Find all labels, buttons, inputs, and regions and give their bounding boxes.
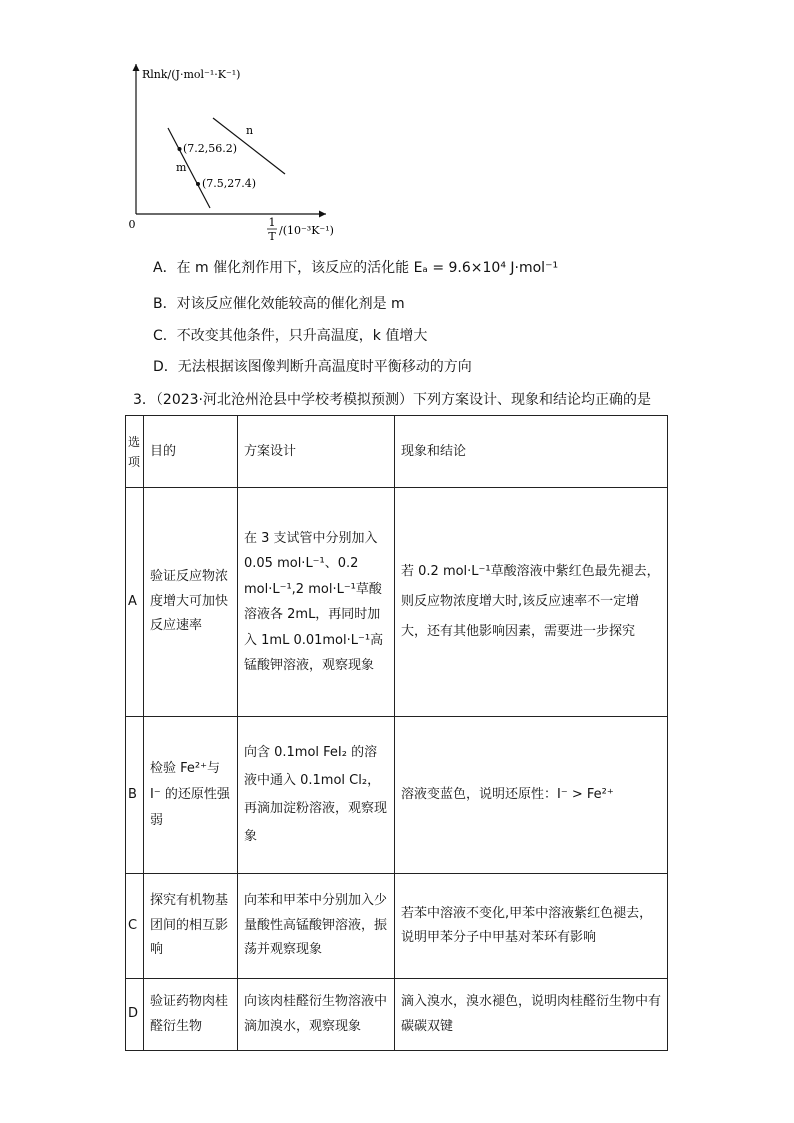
row-option: A <box>126 488 144 717</box>
option-c-letter: C． <box>153 328 177 344</box>
question-3-stem: 3．（2023·河北沧州沧县中学校考模拟预测）下列方案设计、现象和结论均正确的是 <box>133 392 651 408</box>
row-result: 若 0.2 mol·L⁻¹草酸溶液中紫红色最先褪去，则反应物浓度增大时,该反应速率不一定增大，还有其他影响因素，需要进一步探究 <box>395 488 668 717</box>
option-c-text: 不改变其他条件，只升高温度，k 值增大 <box>176 328 428 344</box>
data-point-1 <box>178 147 182 151</box>
row-purpose: 验证反应物浓度增大可加快反应速率 <box>144 488 238 717</box>
row-design: 向该肉桂醛衍生物溶液中滴加溴水，观察现象 <box>238 979 395 1051</box>
data-point-2 <box>196 182 200 186</box>
x-axis-unit: /(10⁻³K⁻¹) <box>279 224 334 237</box>
option-d-letter: D． <box>153 359 178 375</box>
row-design: 向苯和甲苯中分别加入少量酸性高锰酸钾溶液，振荡并观察现象 <box>238 874 395 979</box>
row-purpose: 探究有机物基团间的相互影响 <box>144 874 238 979</box>
row-design: 在 3 支试管中分别加入 0.05 mol·L⁻¹、0.2 mol·L⁻¹,2 mol·L⁻¹草酸溶液各 2mL，再同时加入 1mL 0.01mol·L⁻¹高锰酸钾溶液，观察现象 <box>238 488 395 717</box>
table-row <box>126 979 668 1051</box>
header-design: 方案设计 <box>238 416 395 488</box>
option-b <box>153 295 405 313</box>
data-point-1-label: (7.2,56.2) <box>183 142 238 155</box>
row-design: 向含 0.1mol FeI₂ 的溶液中通入 0.1mol Cl₂，再滴加淀粉溶液，观察现象 <box>238 717 395 874</box>
row-purpose: 验证药物肉桂醛衍生物 <box>144 979 238 1051</box>
row-option: C <box>126 874 144 979</box>
table-row <box>126 874 668 979</box>
table-header-row <box>126 416 668 488</box>
y-axis-label: Rlnk/(J·mol⁻¹·K⁻¹) <box>142 68 241 81</box>
x-axis-denominator: T <box>268 230 276 243</box>
row-purpose: 检验 Fe²⁺与 I⁻ 的还原性强弱 <box>144 717 238 874</box>
table-row <box>126 717 668 874</box>
option-a <box>153 259 558 277</box>
experiment-table <box>125 415 668 1051</box>
x-axis-numerator: 1 <box>268 216 276 229</box>
rlnk-graph <box>120 58 350 248</box>
option-a-letter: A． <box>153 260 177 276</box>
row-option: B <box>126 717 144 874</box>
row-result: 若苯中溶液不变化,甲苯中溶液紫红色褪去，说明甲苯分子中甲基对苯环有影响 <box>395 874 668 979</box>
option-c <box>153 327 427 345</box>
origin-label: 0 <box>128 218 136 231</box>
row-result: 滴入溴水，溴水褪色，说明肉桂醛衍生物中有碳碳双键 <box>395 979 668 1051</box>
series-m-label: m <box>176 161 187 174</box>
series-m-line <box>168 128 210 208</box>
option-a-text: 在 m 催化剂作用下，该反应的活化能 Eₐ = 9.6×10⁴ J·mol⁻¹ <box>176 260 559 276</box>
table-row <box>126 488 668 717</box>
row-option: D <box>126 979 144 1051</box>
header-result: 现象和结论 <box>395 416 668 488</box>
option-d <box>153 358 472 376</box>
header-purpose: 目的 <box>144 416 238 488</box>
option-b-text: 对该反应催化效能较高的催化剂是 m <box>176 296 405 312</box>
row-result: 溶液变蓝色，说明还原性：I⁻ > Fe²⁺ <box>395 717 668 874</box>
option-d-text: 无法根据该图像判断升高温度时平衡移动的方向 <box>177 359 472 375</box>
header-option: 选项 <box>126 416 144 488</box>
data-point-2-label: (7.5,27.4) <box>202 177 257 190</box>
option-b-letter: B． <box>153 296 177 312</box>
series-n-label: n <box>246 124 254 137</box>
